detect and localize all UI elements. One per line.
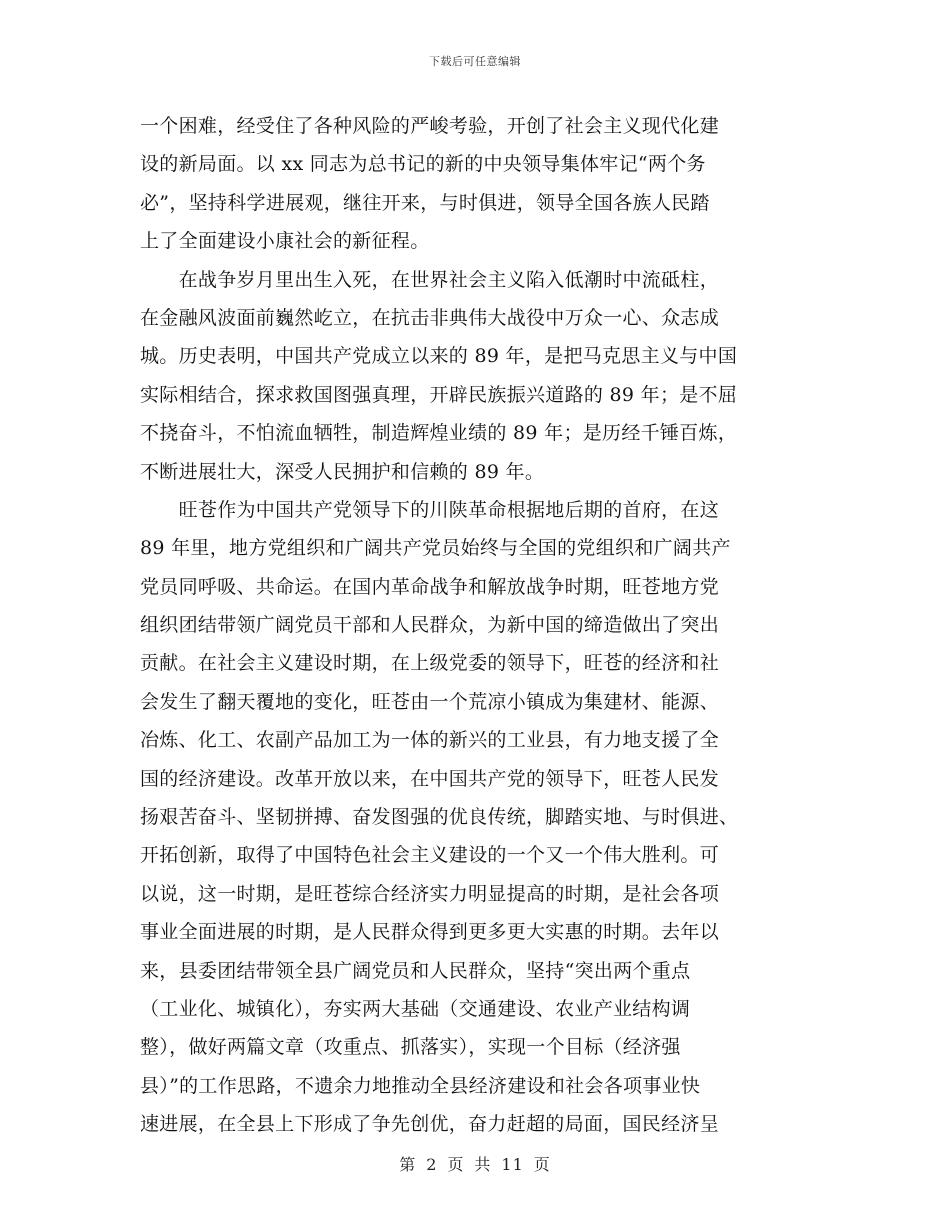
text-line: 在战争岁月里出生入死，在世界社会主义陷入低潮时中流砥柱，	[140, 268, 720, 291]
text-line: 不挠奋斗，不怕流血牺牲，制造辉煌业绩的 89 年；是历经千锤百炼，	[140, 422, 738, 445]
text-line: 国的经济建设。改革开放以来，在中国共产党的领导下，旺苍人民发	[140, 767, 720, 790]
text-line: 必”，坚持科学进展观，继往开来，与时俱进，领导全国各族人民踏	[140, 191, 710, 214]
current-page-number: 2	[426, 1155, 438, 1174]
footer-page-label: 页	[447, 1155, 465, 1174]
text-line: 冶炼、化工、农副产品加工为一体的新兴的工业县，有力地支援了全	[140, 729, 720, 752]
text-line: （工业化、城镇化），夯实两大基础（交通建设、农业产业结构调	[140, 997, 691, 1020]
text-line: 不断进展壮大，深受人民拥护和信赖的 89 年。	[140, 460, 545, 483]
text-line: 以说，这一时期，是旺苍综合经济实力明显提高的时期，是社会各项	[140, 882, 720, 905]
text-line: 党员同呼吸、共命运。在国内革命战争和解放战争时期，旺苍地方党	[140, 575, 720, 598]
text-line: 一个困难，经受住了各种风险的严峻考验，开创了社会主义现代化建	[140, 115, 720, 137]
text-line: 扬艰苦奋斗、坚韧拼搏、奋发图强的优良传统，脚踏实地、与时俱进、	[140, 806, 739, 829]
text-line: 县）”的工作思路，不遗余力地推动全县经济建设和社会各项事业快	[140, 1074, 701, 1097]
footer-suffix: 页	[533, 1155, 551, 1174]
total-pages-number: 11	[501, 1155, 524, 1174]
text-line: 实际相结合，探求救国图强真理，开辟民族振兴道路的 89 年；是不屈	[140, 383, 738, 406]
text-line: 城。历史表明，中国共产党成立以来的 89 年，是把马克思主义与中国	[140, 345, 738, 368]
page-header: 下载后可任意编辑	[429, 55, 521, 68]
footer-prefix: 第	[399, 1155, 417, 1174]
text-line: 组织团结带领广阔党员干部和人民群众，为新中国的缔造做出了突出	[140, 614, 720, 637]
text-line: 整），做好两篇文章（攻重点、抓落实），实现一个目标（经济强	[140, 1036, 681, 1059]
text-line: 事业全面进展的时期，是人民群众得到更多更大实惠的时期。去年以	[140, 921, 720, 944]
text-line: 贡献。在社会主义建设时期，在上级党委的领导下，旺苍的经济和社	[140, 652, 720, 675]
page-footer	[0, 1152, 950, 1175]
text-line: 89 年里，地方党组织和广阔共产党员始终与全国的党组织和广阔共产	[140, 537, 731, 560]
text-line: 开拓创新，取得了中国特色社会主义建设的一个又一个伟大胜利。可	[140, 844, 720, 867]
text-line: 在金融风波面前巍然屹立，在抗击非典伟大战役中万众一心、众志成	[140, 306, 720, 329]
text-line: 速进展，在全县上下形成了争先创优，奋力赶超的局面，国民经济呈	[140, 1113, 720, 1136]
text-line: 旺苍作为中国共产党领导下的川陕革命根据地后期的首府，在这	[140, 498, 720, 521]
text-line: 来，县委团结带领全县广阔党员和人民群众，坚持“突出两个重点	[140, 959, 691, 982]
text-line: 上了全面建设小康社会的新征程。	[140, 230, 430, 253]
footer-total-label: 共	[474, 1155, 492, 1174]
body-text	[140, 107, 820, 1144]
text-line: 会发生了翻天覆地的变化，旺苍由一个荒凉小镇成为集建材、能源、	[140, 690, 720, 713]
text-line: 设的新局面。以 xx 同志为总书记的新的中央领导集体牢记“两个务	[140, 153, 706, 176]
